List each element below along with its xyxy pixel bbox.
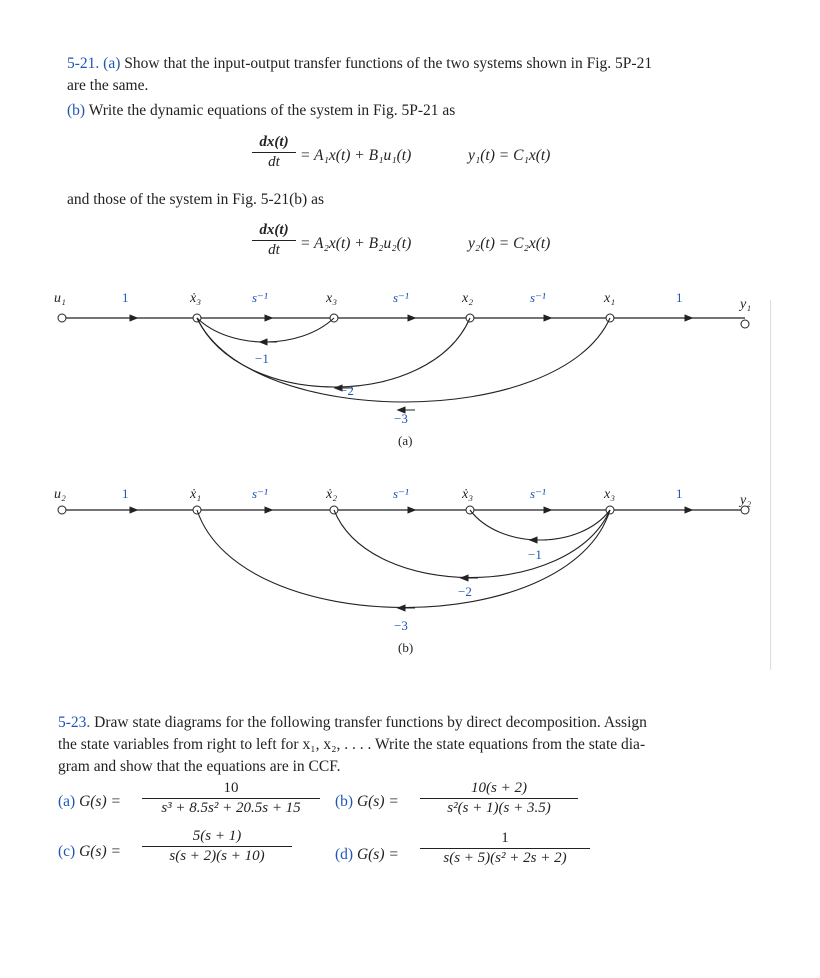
item-c-lhs: G(s) =: [79, 843, 121, 860]
integrator-label: s⁻¹: [393, 486, 409, 501]
feedback-branch: [197, 510, 610, 608]
problem-number: 5-21.: [67, 55, 100, 72]
feedback-gain: −1: [528, 547, 542, 562]
problem-text: Draw state diagrams for the following transfer functions by direct decomposition. Assign: [94, 714, 647, 731]
item-a-tag: (a): [58, 793, 76, 810]
node-label: ẋ₁: [190, 487, 202, 502]
item-d-denominator: s(s + 5)(s² + 2s + 2): [443, 850, 567, 866]
integrator-label: s⁻¹: [252, 290, 268, 305]
problem-5-23-line1: [58, 713, 647, 733]
eq2-fraction: [252, 222, 296, 259]
item-b-denominator: s²(s + 1)(s + 3.5): [447, 800, 551, 816]
node-label: x₂: [462, 291, 474, 306]
input-label: u₁: [54, 291, 66, 306]
node-label: x₃: [326, 291, 338, 306]
feedback-gain: −2: [458, 584, 472, 599]
item-c-fraction: [142, 828, 292, 865]
eq1-fraction: [252, 134, 296, 171]
part-a-tag: (a): [103, 55, 121, 72]
problem-number: 5-23.: [58, 714, 91, 731]
item-b-numerator: 10(s + 2): [471, 780, 527, 796]
gain-label: 1: [122, 486, 129, 501]
eq1-numerator: dx(t): [259, 134, 289, 150]
node-label: x₁: [604, 291, 616, 306]
feedback-branch: [197, 318, 334, 342]
item-a-lhs: G(s) =: [79, 793, 121, 810]
node-label: ẋ₃: [190, 291, 202, 306]
node: [741, 320, 749, 328]
item-d-lhs: G(s) =: [356, 846, 399, 863]
item-b-tag: (b): [335, 793, 354, 810]
part-a-text-cont: are the same.: [67, 77, 149, 94]
state-diagram-a: [0, 280, 820, 460]
item-d-numerator: 1: [501, 830, 509, 846]
item-c-denominator: s(s + 2)(s + 10): [169, 848, 265, 864]
and-text: and those of the system in Fig. 5-21(b) as: [67, 191, 325, 208]
item-d: [335, 845, 399, 865]
item-a-fraction: [142, 780, 320, 817]
gain-label: 1: [122, 290, 129, 305]
feedback-branch: [334, 510, 610, 578]
problem-text-cont: gram and show that the equations are in CCF.: [58, 758, 341, 775]
eq2-denominator: dt: [268, 242, 280, 258]
integrator-label: s⁻¹: [530, 290, 546, 305]
eq1-denominator: dt: [268, 154, 280, 170]
feedback-gain: −3: [394, 411, 408, 426]
eq2-rhs: = A₂x(t) + B₂u₂(t): [300, 235, 412, 252]
integrator-label: s⁻¹: [393, 290, 409, 305]
problem-5-21-line1: [67, 54, 652, 74]
problem-text-cont: the state variables from right to left for x₁, x₂, . . . . Write the state equations from the state dia-: [58, 736, 646, 753]
item-c-numerator: 5(s + 1): [192, 828, 242, 844]
output-label: y₁: [740, 297, 752, 312]
item-b: [335, 792, 399, 812]
eq2-output: y₂(t) = C₂x(t): [468, 235, 551, 252]
output-label: y₂: [740, 493, 752, 508]
item-b-fraction: [420, 780, 578, 817]
eq1-rhs: = A₁x(t) + B₁u₁(t): [300, 147, 412, 164]
feedback-gain: −1: [255, 351, 269, 366]
part-b-tag: (b): [67, 102, 86, 119]
node-label: ẋ₃: [462, 487, 474, 502]
item-c: [58, 842, 121, 862]
item-b-lhs: G(s) =: [356, 793, 399, 810]
item-a: [58, 792, 121, 812]
eq2-numerator: dx(t): [259, 222, 289, 238]
integrator-label: s⁻¹: [252, 486, 268, 501]
node-label: x₃: [604, 487, 616, 502]
input-label: u₂: [54, 487, 66, 502]
feedback-gain: −2: [340, 383, 354, 398]
item-c-tag: (c): [58, 843, 76, 860]
node: [58, 506, 66, 514]
feedback-branch: [470, 510, 610, 540]
feedback-branch: [197, 318, 470, 387]
node: [58, 314, 66, 322]
gain-label: 1: [676, 486, 683, 501]
state-diagram-b: [0, 480, 820, 660]
diagram-caption: (b): [398, 640, 414, 655]
part-b-text: Write the dynamic equations of the system in Fig. 5P-21 as: [88, 102, 456, 119]
item-a-numerator: 10: [223, 780, 239, 796]
item-d-fraction: [420, 830, 590, 867]
node-label: ẋ₂: [326, 487, 338, 502]
feedback-gain: −3: [394, 618, 408, 633]
gain-label: 1: [676, 290, 683, 305]
part-a-text: Show that the input-output transfer functions of the two systems shown in Fig. 5P-21: [124, 55, 653, 72]
page-edge-rule: [770, 300, 771, 670]
item-a-denominator: s³ + 8.5s² + 20.5s + 15: [161, 800, 301, 816]
eq1-output: y₁(t) = C₁x(t): [468, 147, 551, 164]
diagram-caption: (a): [398, 433, 413, 448]
integrator-label: s⁻¹: [530, 486, 546, 501]
item-d-tag: (d): [335, 846, 354, 863]
part-b-line: [67, 101, 455, 121]
